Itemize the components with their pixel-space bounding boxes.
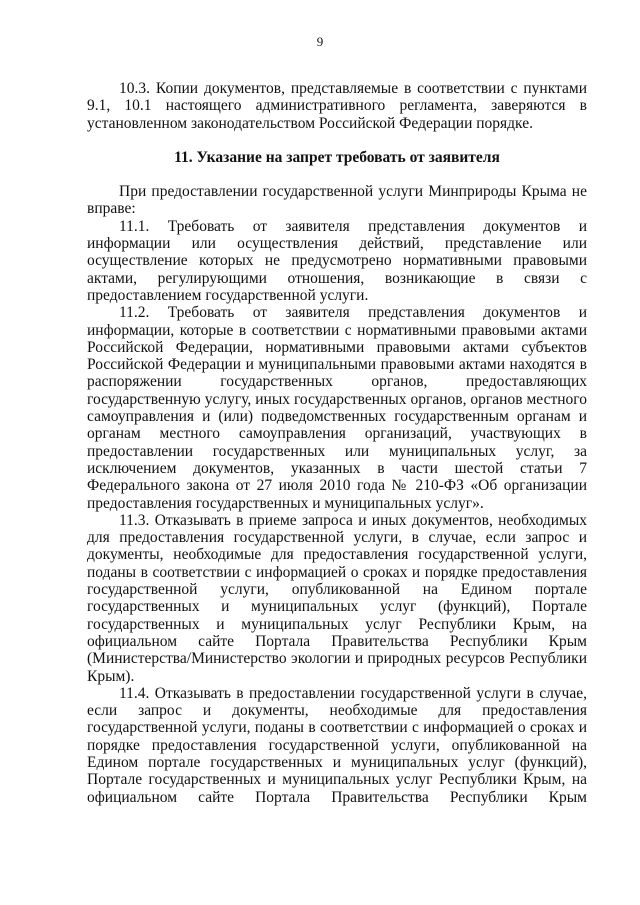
- section-heading-11: 11. Указание на запрет требовать от заявителя: [174, 148, 500, 166]
- paragraph-intro: При предоставлении государственной услуги Минприроды Крыма не вправе:: [87, 183, 587, 218]
- paragraph-11-1: 11.1. Требовать от заявителя представления документов и информации или осуществления действий, представление или осуществление которых не предусмотрено нормативными правовыми актами, регулирующими отношения, возникающие в связи с предоставлением государственной услуги.: [87, 217, 587, 304]
- paragraph-11-2: 11.2. Требовать от заявителя представления документов и информации, которые в соответствии с нормативными правовыми актами Российской Федерации, нормативными правовыми актами субъектов Российской Федерации и муниципальными правовыми актами находятся в распоряжении государственных органов, предоставляющих государственную услугу, иных государственных органов, органов местного самоуправления и (или) подведомственных государственным органам и органам местного самоуправления организаций, участвующих в предоставлении государственных или муниципальных услуг, за исключением документов, указанных в части шестой статьи 7 Федерального закона от 27 июля 2010 года № 210-ФЗ «Об организации предоставления государственных и муниципальных услуг».: [87, 304, 587, 512]
- paragraph-11-4: 11.4. Отказывать в предоставлении государственной услуги в случае, если запрос и документы, необходимые для предоставления государственной услуги, поданы в соответствии с информацией о сроках и порядке предоставления государственной услуги, опубликованной на Едином портале государственных и муниципальных услуг (функций), Портале государственных и муниципальных услуг Республики Крым, на официальном сайте Портала Правительства Республики Крым: [87, 684, 587, 806]
- document-body: [87, 80, 587, 806]
- page-number: 9: [316, 34, 324, 49]
- paragraph-10-3: 10.3. Копии документов, представляемые в соответствии с пунктами 9.1, 10.1 настоящего административного регламента, заверяются в установленном законодательством Российской Федерации порядке.: [87, 80, 587, 132]
- paragraph-11-3: 11.3. Отказывать в приеме запроса и иных документов, необходимых для предоставления государственной услуги, в случае, если запрос и документы, необходимые для предоставления государственной услуги, поданы в соответствии с информацией о сроках и порядке предоставления государственной услуги, опубликованной на Едином портале государственных и муниципальных услуг (функций), Портале государственных и муниципальных услуг Республики Крым, на официальном сайте Портала Правительства Республики Крым (Министерства/Министерство экологии и природных ресурсов Республики Крым).: [87, 511, 587, 685]
